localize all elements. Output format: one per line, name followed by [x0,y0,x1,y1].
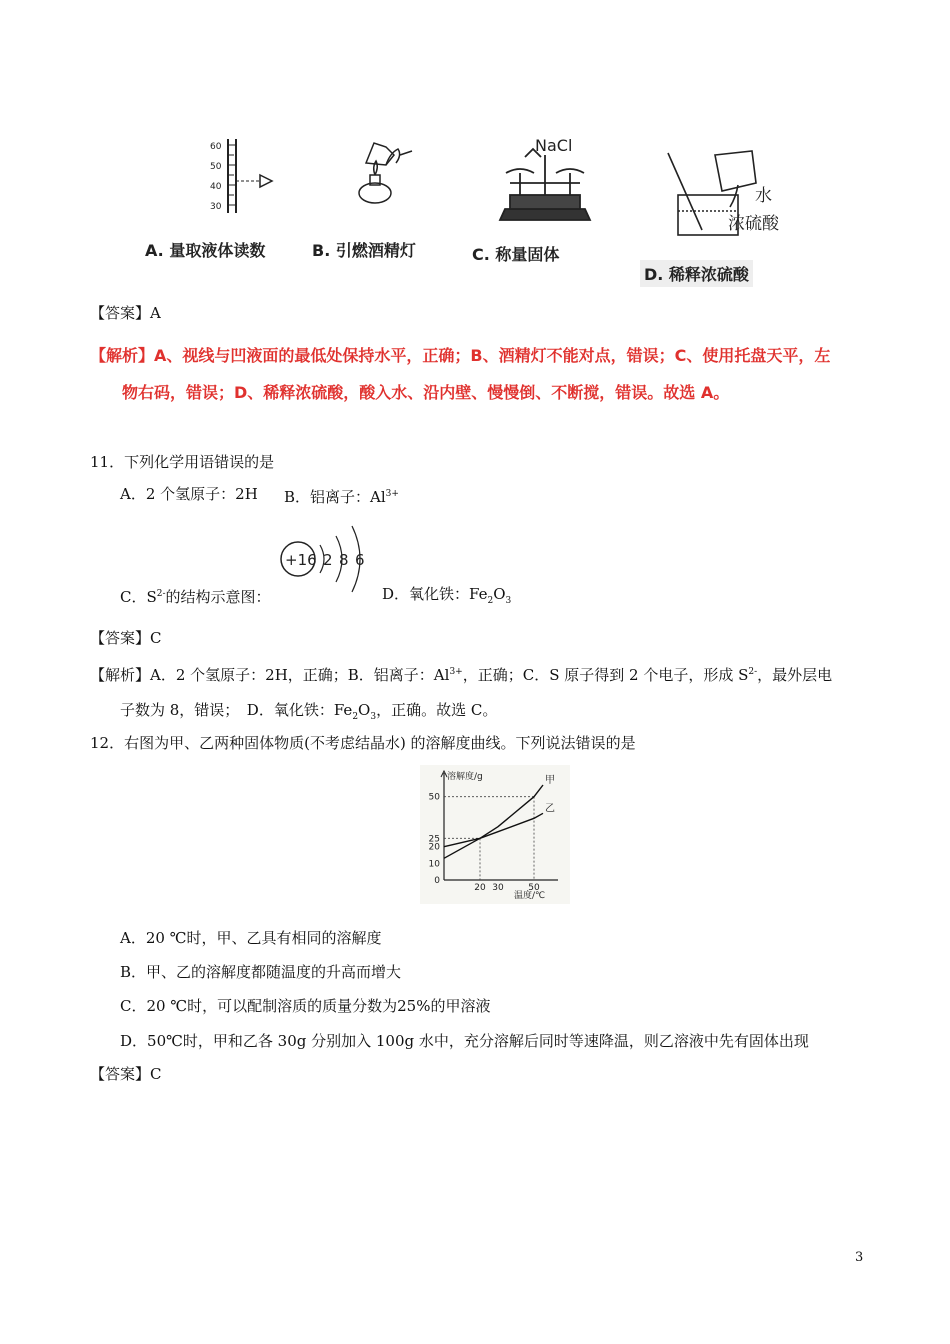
page-number: 3 [855,1250,864,1265]
series-line-jia [444,785,543,858]
alcohol-lamp-icon [359,143,412,203]
cylinder-tick-30: 30 [210,202,222,212]
q11-stem: 11．下列化学用语错误的是 [90,453,275,471]
q11-option-b [284,484,399,507]
q10-analysis-line2: 物右码，错误；D、稀释浓硫酸，酸入水、沿内壁、慢慢倒、不断搅，错误。故选 A。 [122,383,730,402]
q11-answer: 【答案】C [90,629,162,647]
q11-analysis-line2 [120,700,497,727]
y-tick-label-25: 25 [428,834,440,845]
sulfur-ion-structure [278,512,378,606]
q11-analysis-sup2: 2- [748,667,758,677]
shell-3: 6 [355,551,365,569]
q11-analysis-part-c: ，最外层电 [757,666,833,684]
q12-option-a: A．20 ℃时，甲、乙具有相同的溶解度 [120,929,382,947]
nucleus-label: +16 [285,551,317,569]
series-label-jia: 甲 [545,775,555,786]
figure-caption-d: D. 稀释浓硫酸 [640,260,753,287]
figure-caption-b: B. 引燃酒精灯 [312,241,416,260]
x-tick-label-20: 20 [474,883,486,893]
q11-option-b-text: B．铝离子：Al [284,488,386,506]
q11-option-c-suffix: 的结构示意图： [165,588,271,606]
q11-option-b-sup: 3+ [385,489,399,499]
cylinder-tick-60: 60 [210,142,222,152]
q11-analysis-part-f: ，正确。故选 C。 [376,701,498,719]
y-tick-label-10: 10 [428,859,440,870]
y-axis-label: 溶解度/g [447,772,483,782]
x-axis-label: 温度/℃ [514,891,546,900]
q11-analysis-sub1: 2 [352,712,359,722]
measuring-cylinder-icon [210,139,272,213]
y-tick-label-50: 50 [428,792,440,803]
solubility-chart-svg [420,765,570,900]
q12-answer: 【答案】C [90,1065,162,1083]
beaker-dilution-icon [668,151,780,235]
q12-option-c: C．20 ℃时，可以配制溶质的质量分数为25%的甲溶液 [120,997,491,1015]
q11-option-d-sub1: 2 [487,596,494,606]
y-tick-label-20: 20 [428,842,440,853]
q11-option-d-prefix: D．氧化铁：Fe [382,585,488,603]
nacl-label: NaCl [535,136,573,155]
q11-analysis-sub2: 3 [370,712,377,722]
q11-option-d-mid: O [493,585,506,603]
q11-analysis-sup1: 3+ [449,667,463,677]
q11-option-d [382,584,511,611]
q11-analysis-part-b: ，正确；C．S 原子得到 2 个电子，形成 S [462,666,749,684]
q12-stem: 12．右图为甲、乙两种固体物质(不考虑结晶水) 的溶解度曲线。下列说法错误的是 [90,734,636,752]
q10-answer: 【答案】A [90,304,161,322]
cylinder-tick-40: 40 [210,182,222,192]
series-label-yi: 乙 [545,803,555,815]
shell-2: 8 [339,551,349,569]
q11-analysis-part-e: O [358,701,371,719]
q11-analysis-part-d: 子数为 8，错误； D．氧化铁：Fe [120,701,353,719]
q12-option-b: B．甲、乙的溶解度都随温度的升高而增大 [120,963,402,981]
figure-caption-c: C. 称量固体 [472,245,560,264]
q11-option-d-sub2: 3 [505,596,512,606]
solubility-chart [420,765,570,904]
q10-analysis-line1: 【解析】A、视线与凹液面的最低处保持水平，正确；B、酒精灯不能对点，错误；C、使用托盘天平，左 [90,346,831,365]
acid-label: 浓硫酸 [728,214,779,234]
x-tick-label-50: 50 [528,883,540,893]
q12-option-d: D．50℃时，甲和乙各 30g 分别加入 100g 水中，充分溶解后同时等速降温，则乙溶液中先有固体出现 [120,1032,809,1050]
q11-option-c-prefix: C．S [120,588,157,606]
cylinder-tick-50: 50 [210,162,222,172]
balance-icon [500,136,590,220]
water-label: 水 [755,186,772,206]
x-tick-label-30: 30 [492,883,504,893]
y-tick-label-0: 0 [434,876,440,886]
q11-option-c [120,584,271,607]
q11-analysis-part-a: 【解析】A．2 个氢原子：2H，正确；B．铝离子：Al [90,666,450,684]
figure-caption-a: A. 量取液体读数 [145,241,266,260]
shell-1: 2 [323,551,333,569]
q11-analysis-line1 [90,662,832,685]
q11-option-a: A．2 个氢原子：2H [120,485,258,503]
q11-option-c-sup: 2- [156,589,166,599]
